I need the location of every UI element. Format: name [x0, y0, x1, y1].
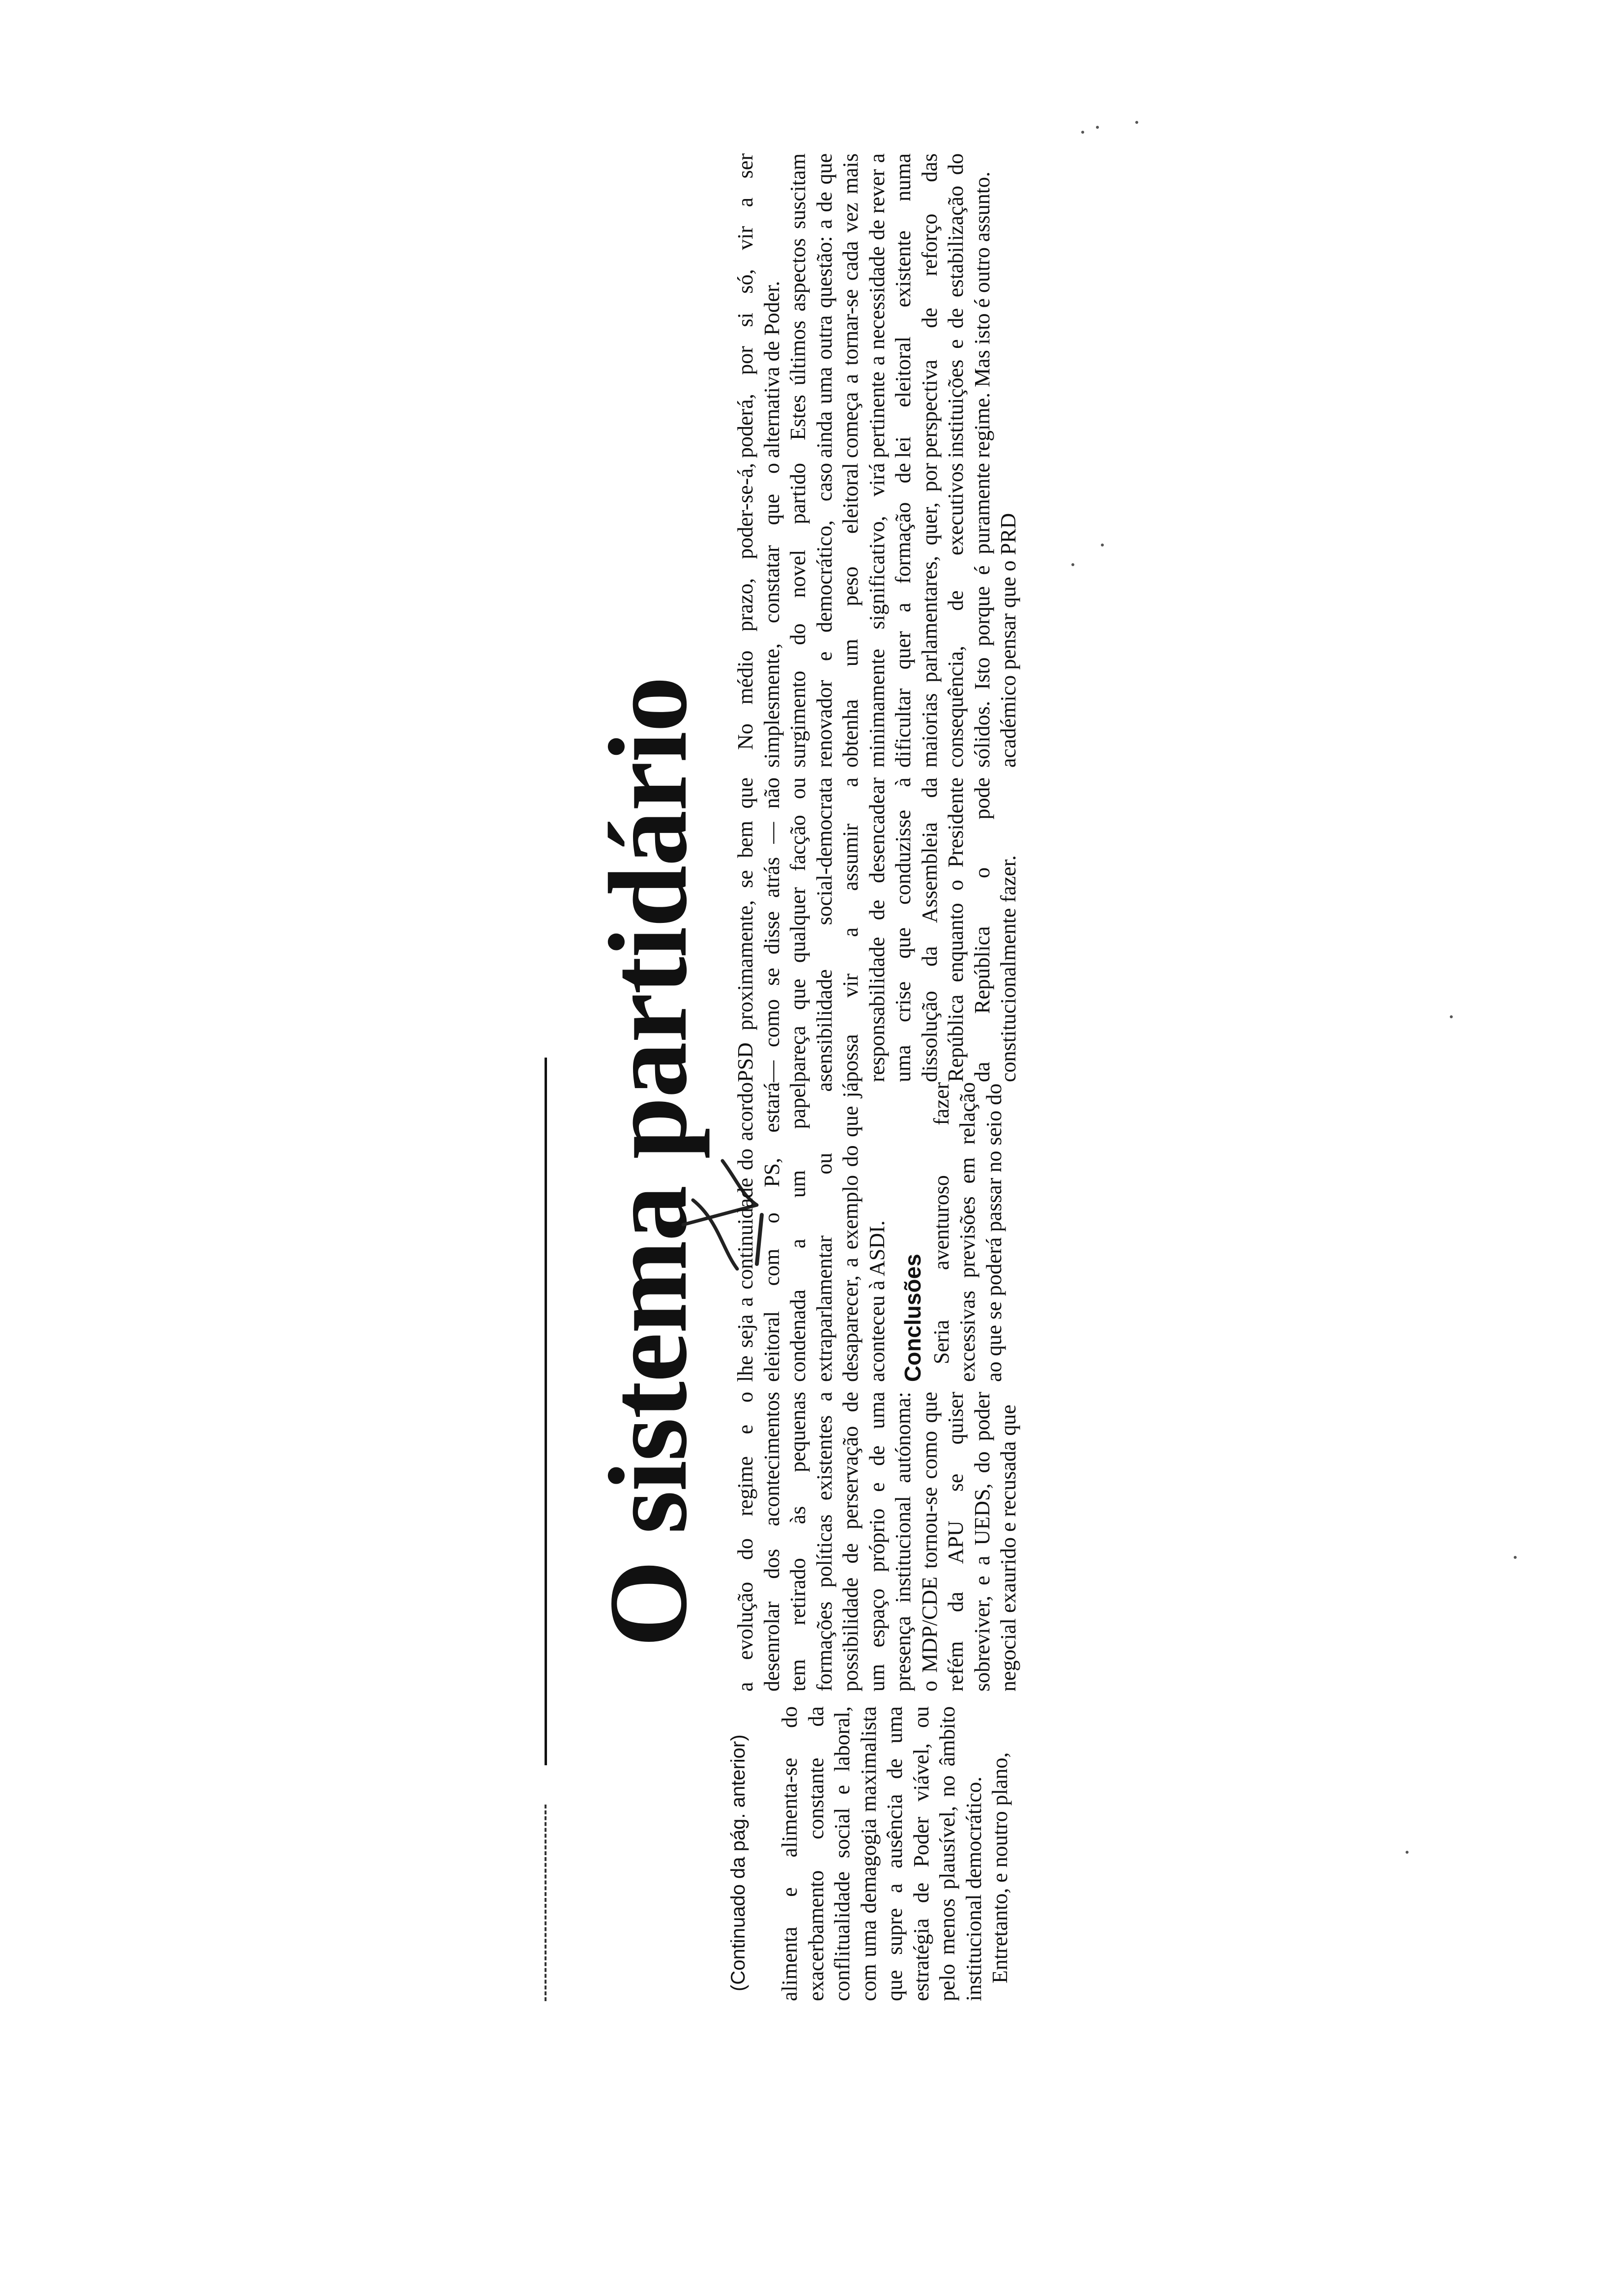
paragraph: lhe seja a continuidade do acordo eleitoral com o PS, estará condenada a um papel extraparlamentar ou a desaparecer, a exemplo do que já aconteceu à ASDI. [733, 1082, 889, 1382]
paragraph: Estes últimos aspectos suscitam ainda uma outra questão: a de que começa a tornar-se cada vez mais pertinente a necessidade de rever a lei eleitoral existente numa perspectiva de reforço das instituições e de estabilização do regime. Mas isto é outro assunto. [786, 153, 994, 458]
continuation-note: (Continuado da pág. anterior) [727, 1734, 749, 1991]
paragraph: No médio prazo, poder-se-á, simplesmente, constatar que o surgimento do novel partido renovador e democrático, caso obtenha um peso eleitoral minimamente significativo, virá dificultar quer a formação de maiorias parlamentares, quer, por consequência, de executivos sólidos. Isto porque é puramente académico pensar que o PRD [733, 463, 1020, 768]
article-column-3 [732, 1082, 1007, 1382]
paragraph: PSD proximamente, se bem que — como se disse atrás — não pareça que qualquer facção ou sensibilidade social-democrata possa vir a assumir a responsabilidade de desencadear uma crise que conduzisse à dissolução da Assembleia da República enquanto o Presidente da República o pode constitucionalmente fazer. [733, 777, 1020, 1082]
paragraph: Seria aventuroso fazer excessivas previsões em relação ao que se poderá passar no seio do [929, 1082, 1006, 1382]
article-column-4 [732, 777, 1022, 1082]
section-subhead: Conclusões [900, 1254, 925, 1382]
article-column-6 [732, 153, 995, 458]
paragraph: poderá, por si só, vir a ser alternativa de Poder. [733, 153, 784, 458]
paragraph: a evolução do regime e o desenrolar dos acontecimentos tem retirado às pequenas formações políticas existentes a possibilidade de perservação de um espaço próprio e de uma presença institucional autónoma: o MDP/CDE tornou-se como que refém da APU se quiser sobreviver, e a UEDS, do poder negocial exaurido e recusada que [733, 1392, 1020, 1692]
headline: O sistema partidário [586, 677, 710, 1647]
article-column-1 [777, 1706, 1013, 2001]
paragraph: alimenta e alimenta-se do exacerbamento constante da conflitualidade social e laboral, com uma demagogia maximalista que supre a ausência de uma estratégia de Poder viável, ou pelo menos plausível, no âmbito institucional democrático. [777, 1706, 986, 2001]
article-column-5 [732, 463, 1022, 768]
column-rule [545, 1058, 547, 1765]
paragraph: Entretanto, e noutro plano, [988, 1752, 1012, 1983]
cut-line [545, 1805, 547, 2001]
article-column-2 [732, 1392, 1022, 1692]
